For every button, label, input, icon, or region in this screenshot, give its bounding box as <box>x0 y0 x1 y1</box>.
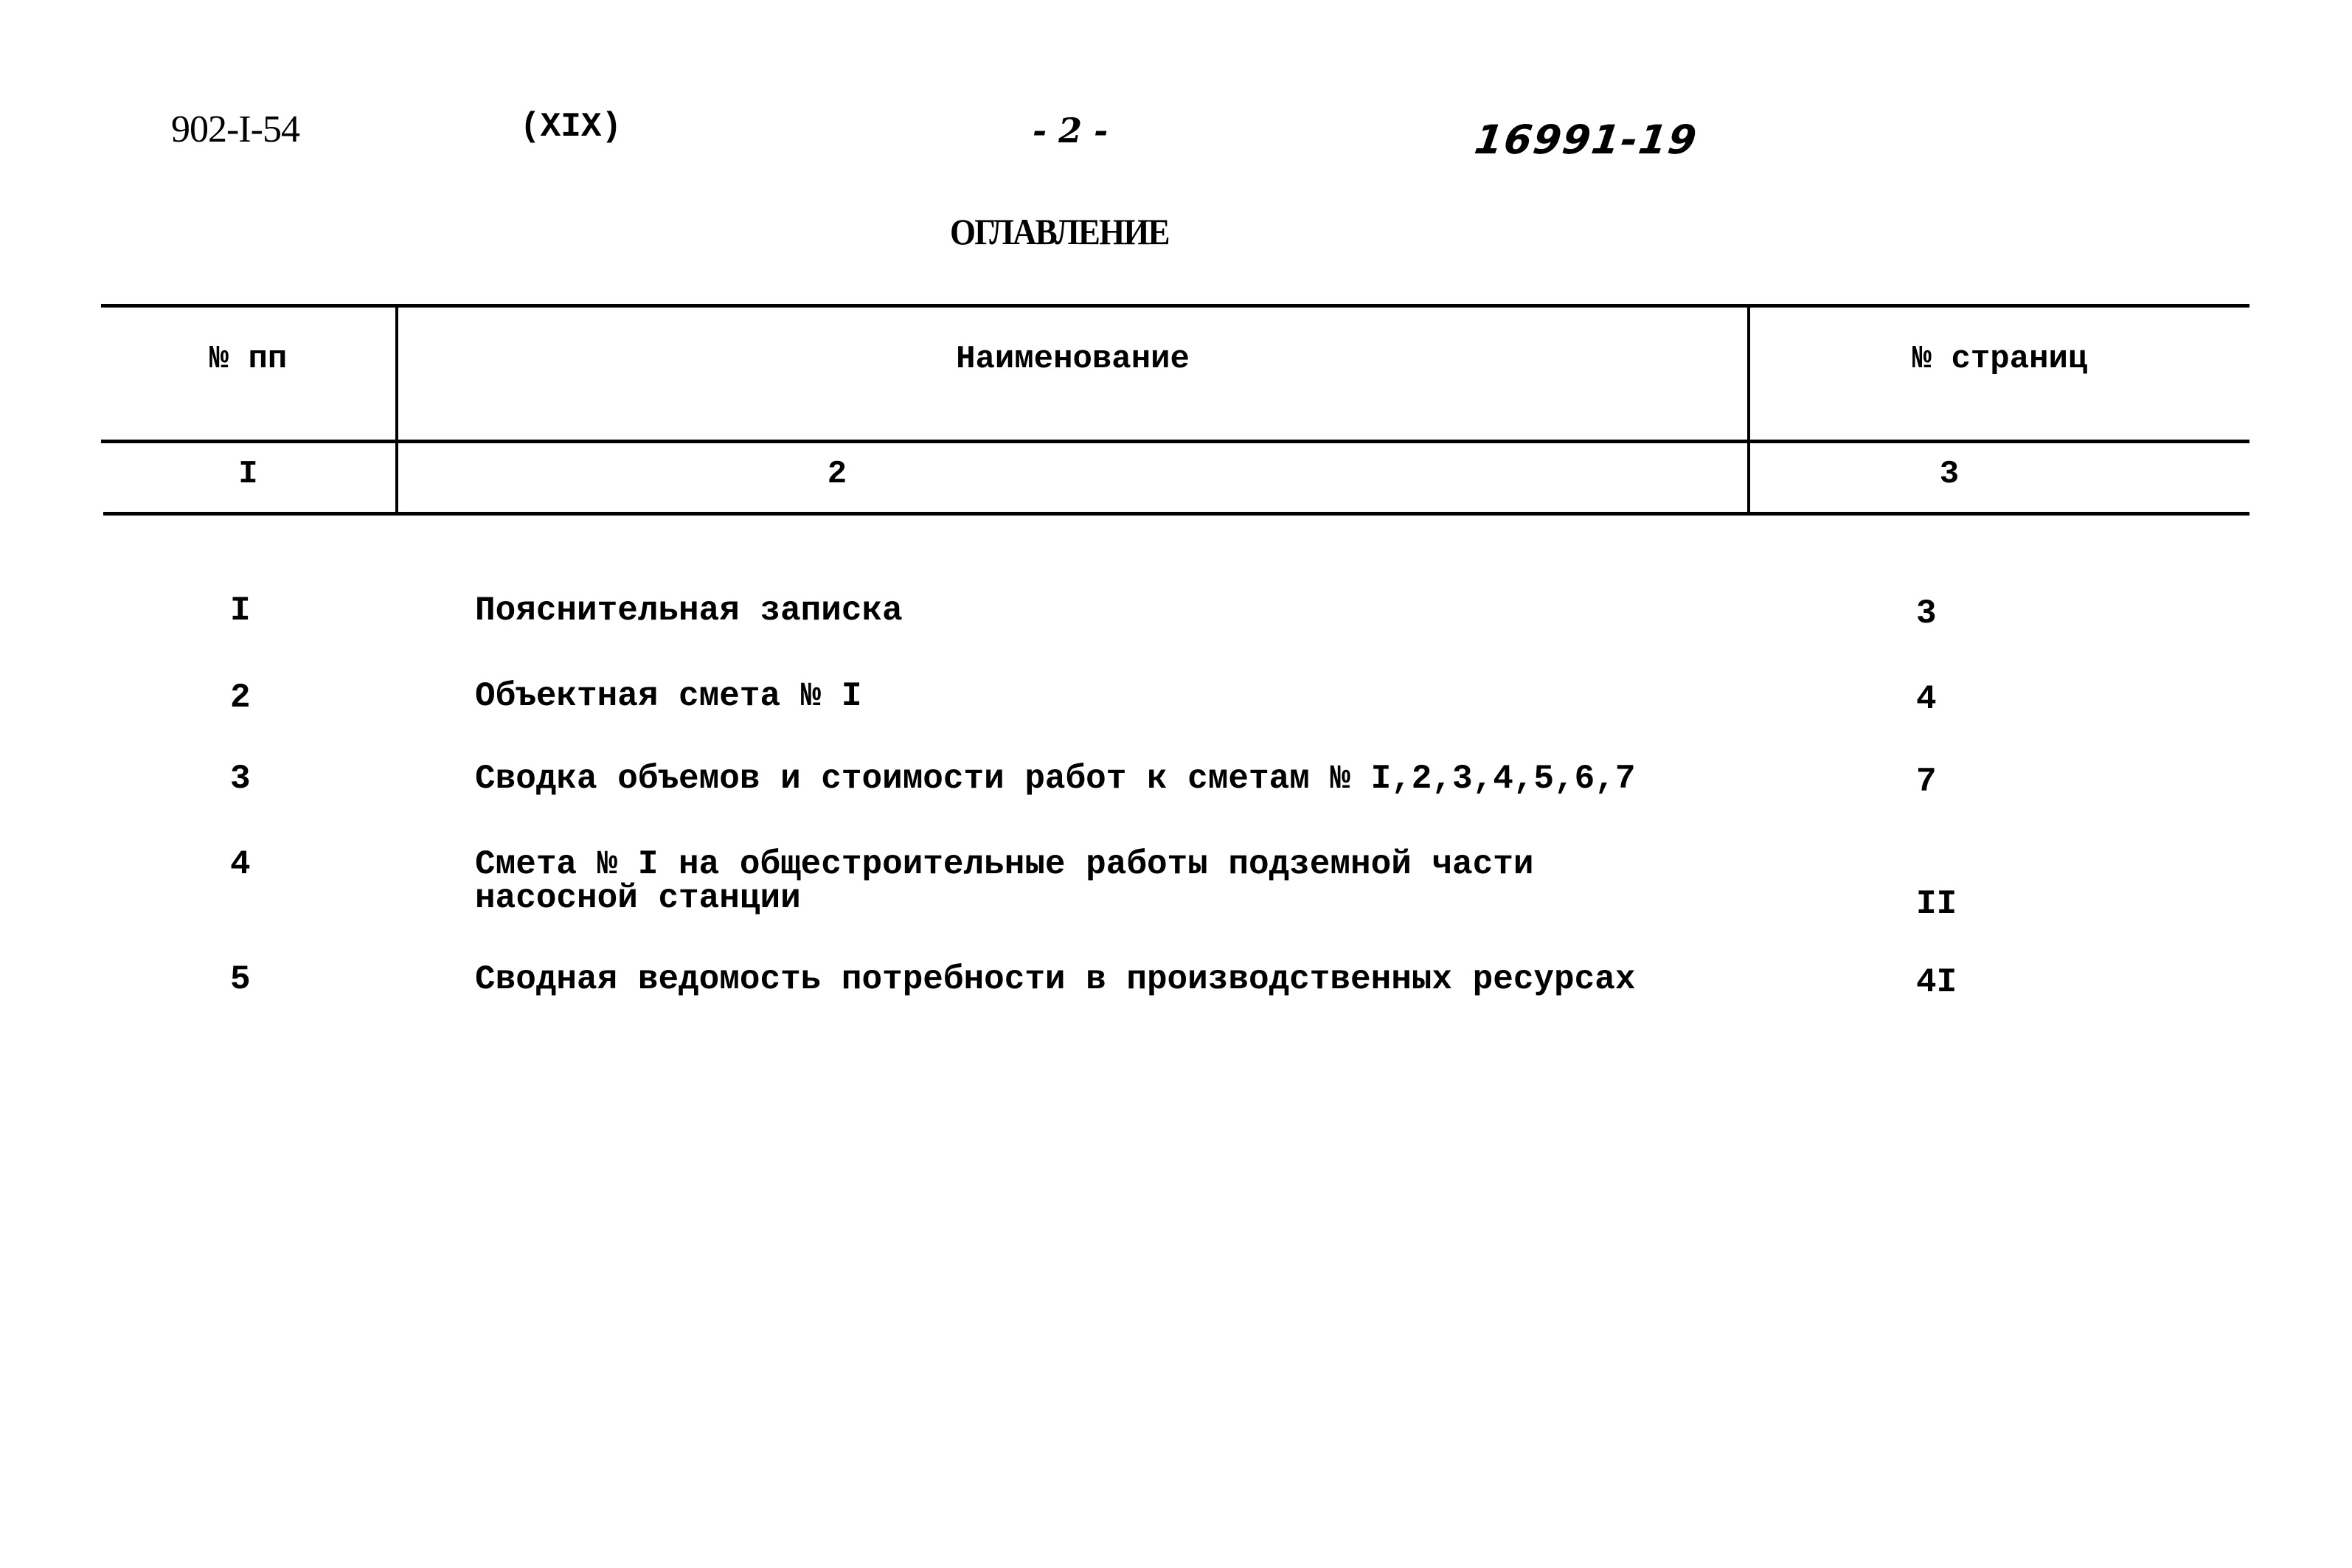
handwritten-document-number: 16991-19 <box>1471 117 1701 163</box>
row-page: 4I <box>1916 963 1957 1002</box>
page-number: - 2 - <box>1033 111 1109 150</box>
column-header-number: № пп <box>209 341 288 378</box>
table-middle-border <box>101 440 2249 443</box>
column-header-name: Наименование <box>956 341 1190 378</box>
row-number: 2 <box>230 679 251 717</box>
table-top-border <box>101 304 2249 308</box>
row-number: 3 <box>230 760 251 798</box>
column-index-3: 3 <box>1939 456 1960 493</box>
table-bottom-border <box>103 512 2249 516</box>
series-label: (XIX) <box>520 108 622 146</box>
row-page: 4 <box>1916 680 1937 718</box>
row-name: Пояснительная записка <box>475 592 903 630</box>
page-title: ОГЛАВЛЕНИЕ <box>950 211 1169 252</box>
row-number: I <box>230 592 251 630</box>
row-name: Сводная ведомость потребности в производственных ресурсах <box>475 960 1636 999</box>
row-name: Сводка объемов и стоимости работ к сметам № I,2,3,4,5,6,7 <box>475 760 1636 798</box>
column-index-2: 2 <box>827 456 847 493</box>
row-number: 4 <box>230 845 251 884</box>
row-name: Объектная смета № I <box>475 677 862 715</box>
row-name-line-1: Смета № I на общестроительные работы подземной части <box>475 845 1534 884</box>
column-header-pages: № страниц <box>1912 341 2088 378</box>
row-name-line-2: насосной станции <box>475 879 801 917</box>
column-index-1: I <box>238 456 258 493</box>
document-code: 902-I-54 <box>171 108 299 150</box>
row-number: 5 <box>230 960 251 999</box>
row-page: 7 <box>1916 763 1937 801</box>
row-page: II <box>1916 885 1957 923</box>
row-page: 3 <box>1916 594 1937 633</box>
